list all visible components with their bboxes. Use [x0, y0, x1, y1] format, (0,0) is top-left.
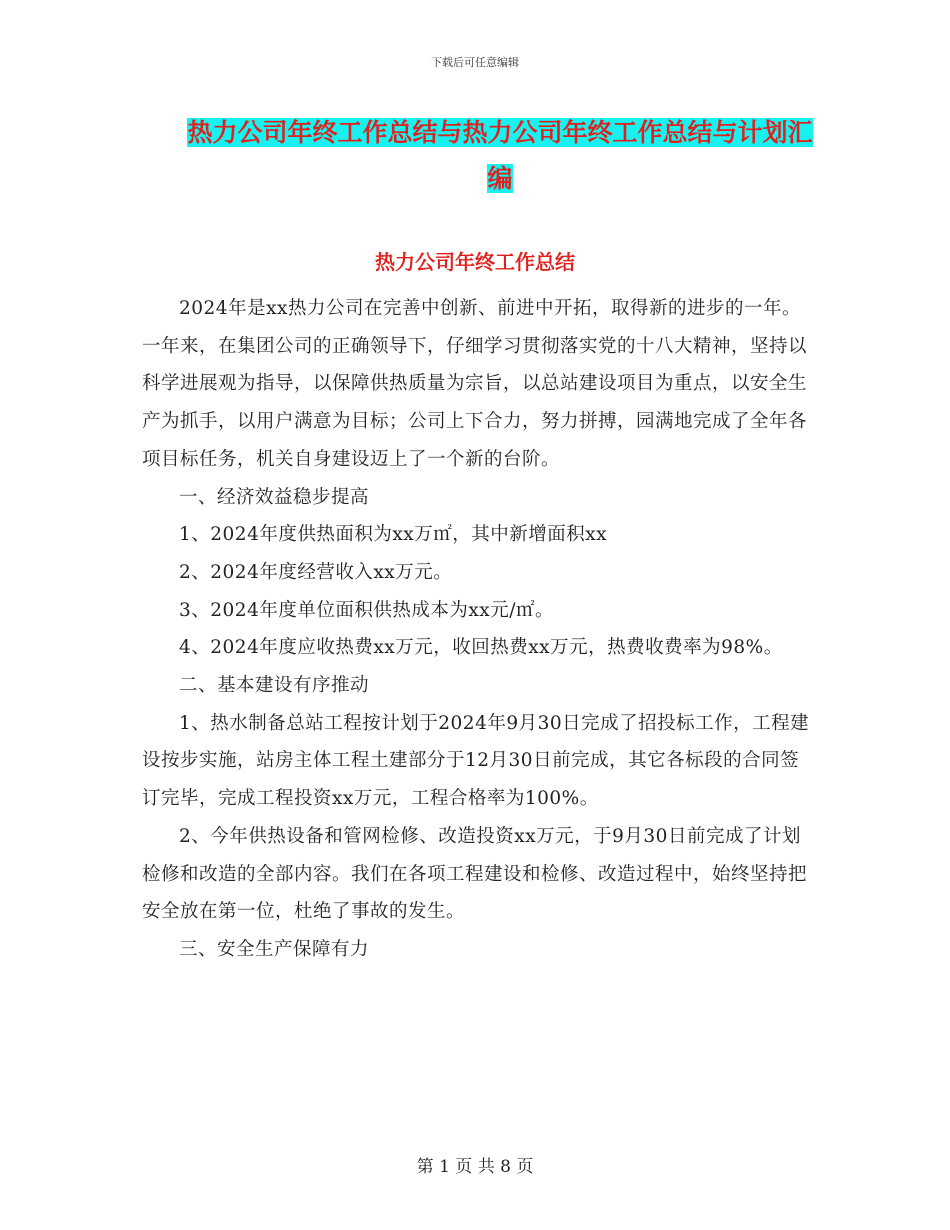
header-note: 下载后可任意编辑 [431, 56, 519, 69]
paragraph: 三、安全生产保障有力 [179, 938, 370, 960]
paragraph: 4、2024年度应收热费xx万元，收回热费xx万元，热费收费率为98%。 [179, 637, 783, 659]
paragraph: 2、今年供热设备和管网检修、改造投资xx万元，于9月30日前完成了计划检修和改造的全部内容。我们在各项工程建设和检修、改造过程中，始终坚持把安全放在第一位，杜绝了事故的发生。 [142, 825, 808, 923]
paragraph: 2、2024年度经营收入xx万元。 [179, 561, 453, 583]
page-footer: 第 1 页 共 8 页 [416, 1157, 534, 1177]
document-title-text: 热力公司年终工作总结与热力公司年终工作总结与计划汇编 [187, 118, 813, 193]
paragraph: 1、热水制备总站工程按计划于2024年9月30日完成了招投标工作，工程建设按步实施，站房主体工程土建部分于12月30日前完成，其它各标段的合同签订完毕，完成工程投资xx万元，工程合格率为100%。 [142, 712, 810, 810]
section-title: 热力公司年终工作总结 [375, 250, 575, 274]
paragraph: 二、基本建设有序推动 [179, 675, 370, 697]
paragraph: 1、2024年度供热面积为xx万㎡，其中新增面积xx [179, 524, 608, 546]
paragraph: 3、2024年度单位面积供热成本为xx元/㎡。 [179, 599, 554, 621]
document-title [180, 110, 820, 202]
paragraph: 一、经济效益稳步提高 [179, 486, 370, 508]
document-body [142, 290, 810, 969]
paragraph: 2024年是xx热力公司在完善中创新、前进中开拓，取得新的进步的一年。一年来，在集团公司的正确领导下，仔细学习贯彻落实党的十八大精神，坚持以科学进展观为指导，以保障供热质量为宗旨，以总站建设项目为重点，以安全生产为抓手，以用户满意为目标；公司上下合力，努力拼搏，园满地完成了全年各项目标任务，机关自身建设迈上了一个新的台阶。 [142, 298, 808, 470]
